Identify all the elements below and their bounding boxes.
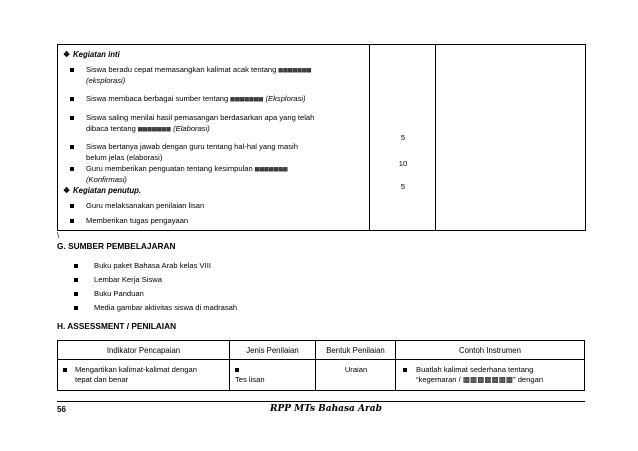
square-bullet-icon: [235, 368, 239, 372]
source-item-3: Buku Panduan: [74, 289, 144, 298]
core-item-4: [70, 142, 366, 163]
activity-table: [57, 44, 586, 231]
square-bullet-icon: [403, 368, 407, 372]
indikator-cell: [58, 360, 230, 391]
section-g-title: G. SUMBER PEMBELAJARAN: [57, 241, 176, 251]
assessment-row: [58, 360, 584, 391]
core-item-3-text: Siswa saling menilai hasil pemasangan berdasarkan apa yang telah: [86, 113, 315, 122]
square-bullet-icon: [74, 264, 78, 268]
assessment-table: [57, 340, 585, 391]
bentuk-cell: [316, 360, 396, 391]
footer-divider: [57, 401, 585, 402]
core-item-3-text-cont: dibaca tentang: [86, 123, 136, 133]
arabic-text-placeholder: ▩▩▩▩▩▩▩: [278, 66, 312, 74]
header-bentuk: Bentuk Penilaian: [326, 346, 385, 355]
arabic-text-placeholder: ▩▩▩▩▩▩▩: [254, 165, 288, 173]
closing-heading-text: Kegiatan penutup.: [73, 186, 142, 195]
closing-item-2: Memberikan tugas pengayaan: [70, 216, 366, 227]
diamond-bullet-icon: ❖: [63, 50, 70, 59]
core-item-1: [70, 65, 366, 86]
core-activity-heading: [63, 50, 120, 59]
core-item-5-text: Guru memberikan penguatan tentang kesimpulan: [86, 164, 253, 173]
header-cell: [396, 341, 584, 359]
source-item-2: Lembar Kerja Siswa: [74, 275, 162, 284]
time-value: 5: [400, 133, 406, 142]
header-indikator: Indikator Pencapaian: [106, 346, 181, 355]
footer-title: RPP MTs Bahasa Arab: [270, 404, 382, 414]
core-item-4-text-cont: belum jelas (elaborasi): [86, 152, 163, 162]
arabic-text-placeholder: ▩▩▩▩▩▩▩: [137, 124, 171, 133]
bentuk-text: Uraian: [344, 365, 368, 374]
assessment-header-row: [58, 341, 584, 360]
jenis-text: Tes lisan: [235, 375, 265, 384]
header-cell: [316, 341, 396, 359]
core-item-4-text: Siswa bertanya jawab dengan guru tentang hal-hal yang masih: [86, 142, 298, 151]
header-cell: [230, 341, 316, 359]
square-bullet-icon: [74, 292, 78, 296]
indikator-text: Mengartikan kalimat-kalimat dengan: [75, 365, 197, 374]
core-item-3: [70, 113, 366, 134]
core-item-2: [70, 94, 366, 105]
header-jenis: Jenis Penilaian: [246, 346, 299, 355]
header-cell: [58, 341, 230, 359]
core-item-2-note: (Eksplorasi): [265, 94, 306, 103]
source-item-4: Media gambar aktivitas siswa di madrasah: [74, 303, 237, 312]
time-value: 5: [400, 182, 406, 191]
square-bullet-icon: [74, 278, 78, 282]
square-bullet-icon: [74, 306, 78, 310]
square-bullet-icon: [70, 68, 74, 72]
section-h-title: H. ASSESSMENT / PENILAIAN: [57, 321, 177, 331]
core-item-1-text: Siswa beradu cepat memasangkan kalimat acak tentang: [86, 65, 277, 74]
square-bullet-icon: [63, 368, 67, 372]
activity-time-cell: [370, 45, 436, 230]
core-item-2-text: Siswa membaca berbagai sumber tentang: [86, 94, 229, 103]
closing-item-1: Guru melaksanakan penilaian lisan: [70, 201, 366, 212]
diamond-bullet-icon: ❖: [63, 186, 70, 195]
core-item-1-note: (eksplorasi): [86, 75, 126, 85]
time-value: 10: [398, 159, 408, 168]
indikator-text-cont: tepat dan benar: [75, 375, 129, 384]
contoh-text: Buatlah kalimat sederhana tentang: [416, 365, 534, 374]
core-item-5-note: (Konfirmasi): [86, 174, 127, 184]
square-bullet-icon: [70, 145, 74, 149]
arabic-text-placeholder: ▩▩▩▩▩▩▩: [230, 95, 264, 103]
core-item-5: [70, 164, 366, 185]
source-item-1: Buku paket Bahasa Arab kelas VIII: [74, 261, 211, 270]
closing-activity-heading: [63, 186, 141, 195]
page-number: 56: [57, 405, 66, 414]
core-heading-text: Kegiatan inti: [73, 50, 120, 59]
activity-notes-cell: [436, 45, 585, 230]
header-contoh: Contoh Instrumen: [459, 346, 521, 355]
contoh-text-cont: “kegemaran / ▩▩▩▩▩▩▩” dengan: [416, 375, 544, 384]
square-bullet-icon: [70, 219, 74, 223]
square-bullet-icon: [70, 167, 74, 171]
activity-description-cell: [58, 45, 370, 230]
core-item-3-note: (Elaborasi): [173, 123, 210, 133]
square-bullet-icon: [70, 204, 74, 208]
square-bullet-icon: [70, 116, 74, 120]
stray-character: \: [57, 231, 60, 240]
jenis-cell: [230, 360, 316, 391]
square-bullet-icon: [70, 97, 74, 101]
contoh-cell: [396, 360, 584, 391]
